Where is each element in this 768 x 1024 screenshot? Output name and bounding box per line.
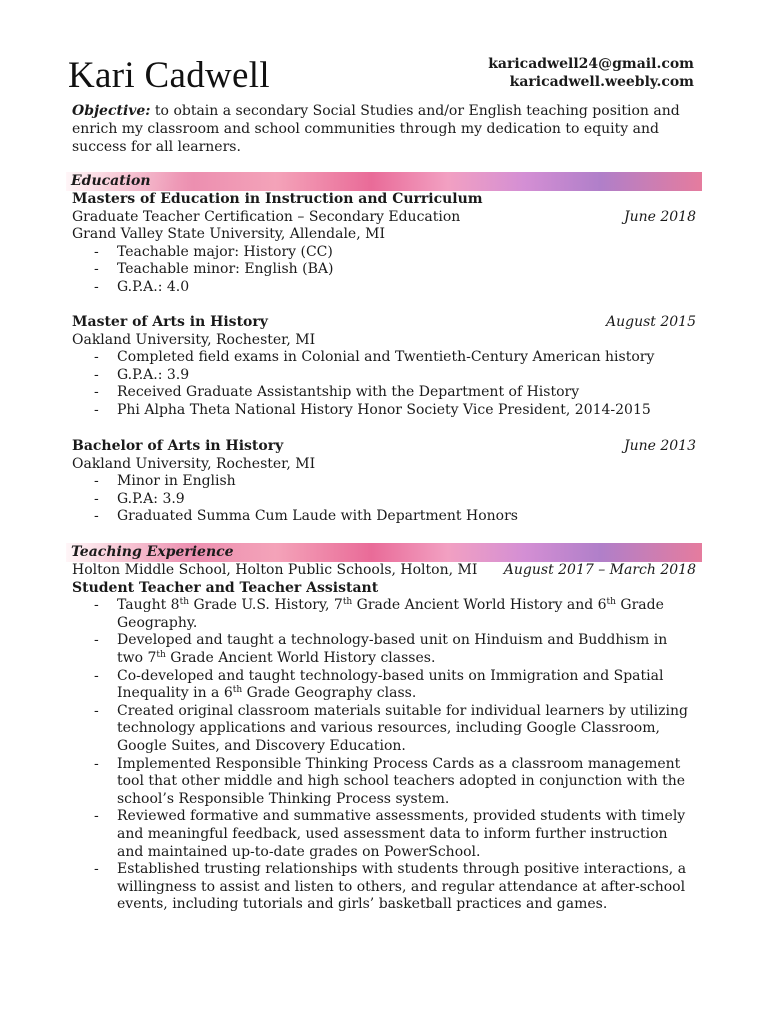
job-bullets [72,597,696,914]
objective-label: Objective: [72,103,151,119]
degree-date: June 2013 [623,438,696,454]
bullet-item: - Developed and taught a technology-based unit on Hinduism and Buddhism in two 7th Grade Ancient World History classes. [72,632,696,667]
education-entry-ba [72,438,696,526]
teaching-section-header [66,543,702,562]
degree-title: Master of Arts in History [72,314,268,330]
bullet-item: - Received Graduate Assistantship with the Department of History [72,384,696,402]
school-name: Grand Valley State University, Allendale, MI [72,226,385,243]
degree-title: Masters of Education in Instruction and Curriculum [72,191,483,207]
bullet-item: - G.P.A.: 3.9 [72,367,696,385]
education-entry-med [72,191,696,297]
bullet-item: - G.P.A: 3.9 [72,491,696,509]
degree-title-row [72,314,696,332]
email-link[interactable]: karicadwell24@gmail.com [488,56,694,72]
bullet-item: - Taught 8th Grade U.S. History, 7th Grade Ancient World History and 6th Grade Geography. [72,597,696,632]
degree-bullets [72,349,696,419]
bullet-item: - Completed field exams in Colonial and Twentieth-Century American history [72,349,696,367]
bullet-item: - Implemented Responsible Thinking Process Cards as a classroom management tool that other middle and high school teachers adopted in conjunction with the school’s Responsible Thinking Process system. [72,756,696,809]
bullet-item: - Graduated Summa Cum Laude with Department Honors [72,508,696,526]
school-name: Oakland University, Rochester, MI [72,331,316,348]
bullet-item: - Co-developed and taught technology-based units on Immigration and Spatial Inequality in a 6th Grade Geography class. [72,668,696,703]
contact-info [488,55,694,91]
website-link[interactable]: karicadwell.weebly.com [509,74,694,90]
certification-line: Graduate Teacher Certification – Secondary Education [72,208,461,225]
teaching-section-title: Teaching Experience [71,544,234,560]
education-section-header [66,172,702,191]
objective-text: to obtain a secondary Social Studies and/or English teaching position and enrich my classroom and school communities through my dedication to equity and success for all learners. [72,103,680,155]
teaching-entry [72,562,696,914]
bullet-item: - G.P.A.: 4.0 [72,279,696,297]
degree-date: June 2018 [623,208,696,225]
objective-statement [72,102,700,156]
school-name: Oakland University, Rochester, MI [72,455,316,472]
bullet-item: - Teachable minor: English (BA) [72,261,696,279]
resume-name: Kari Cadwell [68,55,270,96]
bullet-item: - Reviewed formative and summative assessments, provided students with timely and meaningful feedback, used assessment data to inform further instruction and maintained up-to-date grades on PowerSchool. [72,808,696,861]
employment-date: August 2017 – March 2018 [503,562,696,578]
degree-title: Bachelor of Arts in History [72,438,284,454]
bullet-item: - Created original classroom materials suitable for individual learners by utilizing technology applications and various resources, including Google Classroom, Google Suites, and Discovery Education. [72,703,696,756]
degree-date: August 2015 [606,314,696,330]
education-entry-ma [72,314,696,420]
degree-detail-row [72,209,696,227]
degree-title-row [72,438,696,456]
bullet-item: - Established trusting relationships with students through positive interactions, a willingness to assist and listen to others, and regular attendance at after-school events, including tutorials and girls’ basketball practices and games. [72,861,696,914]
employer-row [72,562,696,580]
education-section-title: Education [71,173,151,189]
employer-name: Holton Middle School, Holton Public Schools, Holton, MI [72,562,478,578]
degree-bullets [72,244,696,297]
degree-bullets [72,473,696,526]
bullet-item: - Phi Alpha Theta National History Honor Society Vice President, 2014-2015 [72,402,696,420]
job-title: Student Teacher and Teacher Assistant [72,579,379,596]
bullet-item: - Minor in English [72,473,696,491]
bullet-item: - Teachable major: History (CC) [72,244,696,262]
